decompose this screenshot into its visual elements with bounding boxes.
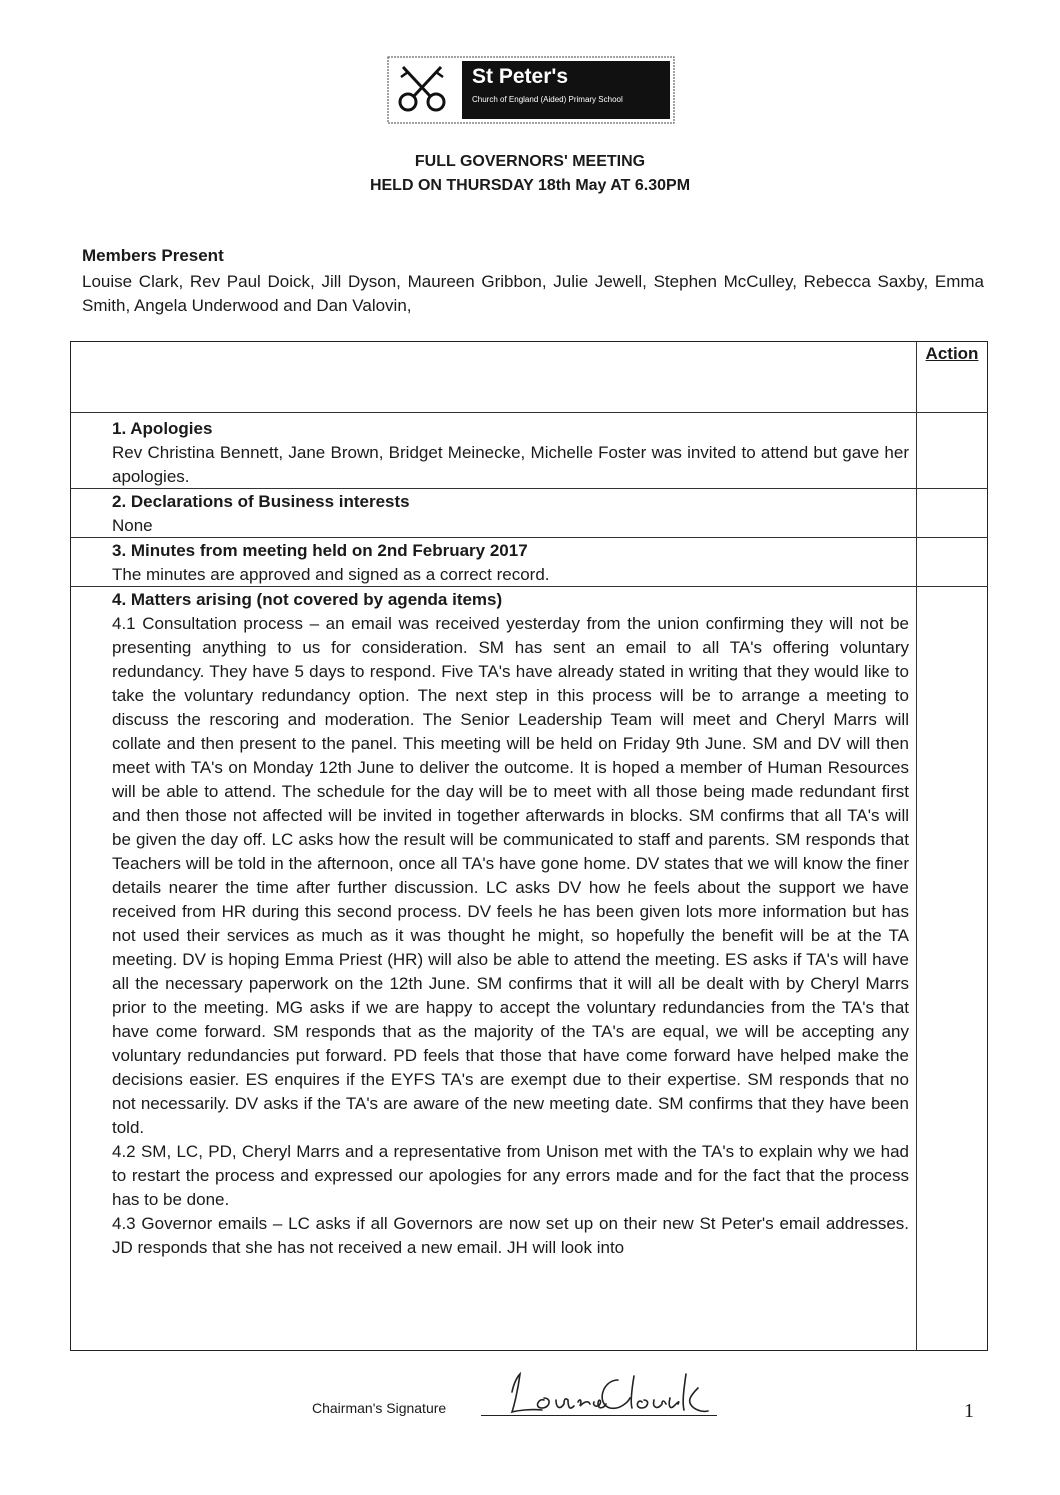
school-name: St Peter's: [472, 65, 569, 88]
members-present-list: Louise Clark, Rev Paul Doick, Jill Dyson, Maureen Gribbon, Julie Jewell, Stephen McCulley, Rebecca Saxby, Emma Smith, Angela Underwood and Dan Valovin,: [82, 272, 984, 315]
signature-label: Chairman's Signature: [312, 1400, 447, 1416]
school-logo: [386, 55, 676, 125]
meeting-title: FULL GOVERNORS' MEETING: [414, 153, 646, 170]
meeting-date: HELD ON THURSDAY 18th May AT 6.30PM: [369, 177, 691, 194]
section-matters-arising: [112, 588, 909, 1260]
section-body: None: [112, 516, 153, 535]
paragraph-4-1: 4.1 Consultation process – an email was received yesterday from the union confirming they will not be presenting anything to us for consideration. SM has sent an email to all TA's offering voluntary redundancy. They have 5 days to respond. Five TA's have already stated in writing that they would like to take the voluntary redundancy option. The next step in this process will be to arrange a meeting to discuss the rescoring and moderation. The Senior Leadership Team will meet and Cheryl Marrs will collate and then present to the panel. This meeting will be held on Friday 9th June. SM and DV will then meet with TA's on Monday 12th June to deliver the outcome. It is hoped a member of Human Resources will be able to attend. The schedule for the day will be to meet with all those being made redundant first and then those not affected will be invited in together afterwards in blocks. SM confirms that all TA's will be given the day off. LC asks how the result will be communicated to staff and parents. SM responds that Teachers will be told in the afternoon, once all TA's have gone home. DV states that we will know the finer details nearer the time after further discussion. LC asks DV how he feels about the support we have received from HR during this second process. DV feels he has been given lots more information but has not used their services as much as it was thought he might, so hopefully the benefit will be at the TA meeting. DV is hoping Emma Priest (HR) will also be able to attend the meeting. ES asks if TA's will have all the necessary paperwork on the 12th June. SM confirms that it will all be dealt with by Cheryl Marrs prior to the meeting. MG asks if we are happy to accept the voluntary redundancies from the TA's that have come forward. SM responds that as the majority of the TA's are equal, we will be accepting any voluntary redundancies put forward. PD feels that those that have come forward have helped make the decisions easier. ES enquires if the EYFS TA's are exempt due to their expertise. SM responds that no not necessarily. DV asks if the TA's are aware of the new meeting date. SM confirms that they have been told.: [112, 614, 909, 1137]
section-heading: 4. Matters arising (not covered by agenda items): [112, 590, 503, 609]
action-column-header: Action: [925, 344, 979, 363]
section-heading: 1. Apologies: [112, 419, 213, 438]
row-divider: [70, 412, 988, 413]
paragraph-4-3: 4.3 Governor emails – LC asks if all Governors are now set up on their new St Peter's email addresses. JD responds that she has not received a new email. JH will look into: [112, 1214, 909, 1257]
section-apologies: [112, 417, 909, 489]
page-number: 1: [964, 1400, 974, 1422]
action-column-divider: [916, 341, 917, 1351]
section-body: Rev Christina Bennett, Jane Brown, Bridget Meinecke, Michelle Foster was invited to attend but gave her apologies.: [112, 443, 909, 486]
section-previous-minutes: [112, 539, 909, 587]
section-heading: 2. Declarations of Business interests: [112, 492, 410, 511]
section-body: The minutes are approved and signed as a correct record.: [112, 565, 550, 584]
paragraph-4-2: 4.2 SM, LC, PD, Cheryl Marrs and a representative from Unison met with the TA's to explain why we had to restart the process and expressed our apologies for any errors made and for the fact that the process has to be done.: [112, 1142, 909, 1209]
section-declarations: [112, 490, 909, 538]
handwritten-signature: [498, 1362, 728, 1422]
school-subtitle: Church of England (Aided) Primary School: [472, 95, 623, 104]
section-heading: 3. Minutes from meeting held on 2nd February 2017: [112, 541, 528, 560]
members-present-heading: Members Present: [82, 246, 224, 265]
